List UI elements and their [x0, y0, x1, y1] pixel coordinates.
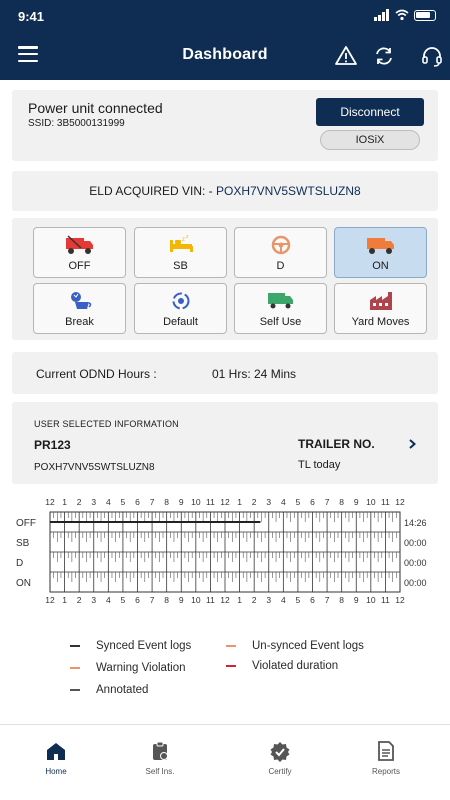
hour-label-bottom: 1 [62, 595, 67, 605]
chevron-right-icon[interactable] [400, 432, 424, 456]
status-button-sb[interactable] [134, 227, 227, 278]
odnd-hours-card [12, 352, 438, 394]
row-label: ON [16, 578, 31, 589]
power-unit-card [12, 90, 438, 161]
hour-label-top: 3 [91, 498, 97, 507]
trailer-label: TRAILER NO. [298, 437, 375, 451]
legend-label: Violated duration [252, 660, 339, 672]
status-button-self-use[interactable] [234, 283, 327, 334]
legend-synced-event-logs [70, 640, 191, 652]
hour-label-top: 6 [310, 498, 315, 507]
legend-label: Annotated [96, 684, 149, 696]
hour-label-bottom: 10 [191, 595, 201, 605]
legend-label: Synced Event logs [96, 640, 192, 652]
user-info-pr: PR123 [34, 438, 71, 452]
odnd-hours-label: Current ODND Hours : [36, 367, 157, 381]
row-label: D [16, 558, 24, 569]
hour-label-top: 11 [381, 498, 390, 507]
hour-label-top: 7 [324, 498, 330, 507]
nav-label-certify: Certify [268, 767, 292, 776]
hour-label-top: 4 [105, 498, 111, 507]
hour-label-top: 6 [135, 498, 140, 507]
hour-label-top: 8 [164, 498, 170, 507]
coffee-break-icon [34, 290, 125, 312]
hour-label-bottom: 9 [178, 595, 184, 605]
status-button-yard-moves[interactable] [334, 283, 427, 334]
status-button-default[interactable] [134, 283, 227, 334]
eld-log-graph [12, 498, 438, 610]
status-label-on: ON [372, 260, 389, 272]
hour-label-top: 4 [280, 498, 286, 507]
legend-label: Warning Violation [96, 662, 186, 674]
power-unit-status: Power unit connected [28, 100, 163, 116]
hour-label-bottom: 8 [164, 595, 170, 605]
nav-label-home: Home [45, 767, 67, 776]
hour-label-bottom: 3 [266, 595, 272, 605]
status-label-yard-moves: Yard Moves [351, 316, 410, 328]
legend-warning-violation [70, 662, 186, 674]
hour-label-bottom: 12 [45, 595, 55, 605]
factory-icon [335, 290, 426, 312]
nav-label-reports: Reports [371, 767, 400, 776]
sync-icon[interactable] [372, 44, 396, 68]
status-label-d: D [276, 260, 285, 272]
truck-off-icon [34, 234, 125, 256]
nav-label-self-inspection: Self Ins. [145, 767, 175, 776]
eld-log-grid [12, 498, 438, 610]
hour-label-bottom: 2 [251, 595, 257, 605]
hour-label-top: 10 [191, 498, 201, 507]
status-label-break: Break [65, 316, 94, 328]
odnd-hours-value: 01 Hrs: 24 Mins [212, 367, 297, 381]
hour-label-top: 8 [339, 498, 345, 507]
svg-text:z: z [181, 237, 185, 243]
legend-annotated [70, 684, 148, 696]
hour-label-top: 1 [237, 498, 242, 507]
hour-label-bottom: 7 [324, 595, 330, 605]
nav-item-reports[interactable] [330, 725, 442, 789]
row-total: 14:26 [404, 518, 427, 528]
status-label-off: OFF [68, 260, 91, 272]
eld-vin-label: ELD ACQUIRED VIN: - [89, 184, 216, 198]
row-total: 00:00 [404, 558, 427, 568]
eld-vin [12, 184, 438, 198]
hour-label-bottom: 2 [76, 595, 82, 605]
cellular-signal-icon [374, 9, 390, 21]
eld-vin-value: POXH7VNV5SWTSLUZN8 [216, 184, 361, 198]
bottom-nav [0, 724, 450, 788]
hour-label-bottom: 7 [149, 595, 155, 605]
hour-label-bottom: 1 [237, 595, 242, 605]
legend-violated-duration [226, 660, 338, 672]
trailer-value: TL today [298, 459, 341, 471]
hour-label-bottom: 4 [105, 595, 111, 605]
status-label-self-use: Self Use [259, 316, 302, 328]
device-type-button[interactable]: IOSiX [320, 130, 420, 150]
status-time: 9:41 [18, 9, 45, 24]
user-info-heading: USER SELECTED INFORMATION [34, 419, 179, 429]
hour-label-top: 5 [120, 498, 126, 507]
row-label: SB [16, 538, 30, 549]
status-button-off[interactable] [33, 227, 126, 278]
row-label: OFF [16, 518, 36, 529]
hour-label-top: 1 [62, 498, 67, 507]
hour-label-top: 12 [45, 498, 55, 507]
hour-label-bottom: 12 [395, 595, 405, 605]
legend-swatch [70, 667, 80, 669]
hour-label-top: 9 [353, 498, 359, 507]
hour-label-bottom: 10 [366, 595, 376, 605]
self-use-truck-icon [235, 290, 326, 312]
svg-text:z: z [185, 234, 188, 240]
hour-label-bottom: 5 [295, 595, 301, 605]
battery-icon [414, 10, 436, 21]
truck-on-icon [335, 234, 426, 256]
hour-label-bottom: 9 [353, 595, 359, 605]
legend-swatch [226, 645, 236, 647]
status-bar [0, 0, 450, 32]
hour-label-top: 12 [395, 498, 405, 507]
hour-label-top: 2 [251, 498, 257, 507]
legend-swatch [70, 645, 80, 647]
disconnect-button[interactable]: Disconnect [316, 98, 424, 126]
hour-label-bottom: 6 [310, 595, 315, 605]
hour-label-top: 12 [220, 498, 230, 507]
bed-icon [135, 234, 226, 256]
nav-item-self-inspection[interactable] [104, 725, 216, 789]
user-info-card[interactable] [12, 402, 438, 484]
hour-label-top: 2 [76, 498, 82, 507]
status-label-sb: SB [173, 260, 188, 272]
hour-label-bottom: 4 [280, 595, 286, 605]
home-icon [0, 741, 112, 765]
hour-label-bottom: 5 [120, 595, 126, 605]
legend-swatch [70, 689, 80, 691]
hour-label-top: 9 [178, 498, 184, 507]
hour-label-top: 11 [206, 498, 215, 507]
row-total: 00:00 [404, 578, 427, 588]
legend-label: Un-synced Event logs [252, 640, 364, 652]
hour-label-top: 3 [266, 498, 272, 507]
status-label-default: Default [163, 316, 198, 328]
warning-icon[interactable] [334, 44, 358, 68]
certify-badge-icon [224, 741, 336, 765]
legend-swatch [226, 665, 236, 667]
status-icons [374, 9, 436, 21]
user-info-vin: POXH7VNV5SWTSLUZN8 [34, 462, 155, 473]
hour-label-bottom: 8 [339, 595, 345, 605]
clipboard-icon [104, 741, 216, 765]
vin-card [12, 171, 438, 211]
status-button-break[interactable] [33, 283, 126, 334]
hour-label-bottom: 3 [91, 595, 97, 605]
hour-label-bottom: 11 [206, 595, 215, 605]
hour-label-top: 5 [295, 498, 301, 507]
report-icon [330, 741, 442, 765]
headset-support-icon[interactable] [420, 44, 444, 68]
hour-label-bottom: 11 [381, 595, 390, 605]
nav-item-home[interactable] [0, 725, 112, 789]
hour-label-top: 10 [366, 498, 376, 507]
duty-status-card [12, 218, 438, 340]
status-button-on[interactable] [334, 227, 427, 278]
power-unit-ssid: SSID: 3B5000131999 [28, 118, 125, 129]
hour-label-bottom: 6 [135, 595, 140, 605]
default-cycle-icon [135, 290, 226, 312]
app-bar [0, 32, 450, 80]
hour-label-bottom: 12 [220, 595, 230, 605]
steering-wheel-icon [235, 234, 326, 256]
row-total: 00:00 [404, 538, 427, 548]
wifi-icon [395, 9, 409, 21]
status-button-d[interactable] [234, 227, 327, 278]
page-title: Dashboard [182, 46, 268, 63]
hour-label-top: 7 [149, 498, 155, 507]
nav-item-certify[interactable] [224, 725, 336, 789]
legend-unsynced-event-logs [226, 640, 364, 652]
